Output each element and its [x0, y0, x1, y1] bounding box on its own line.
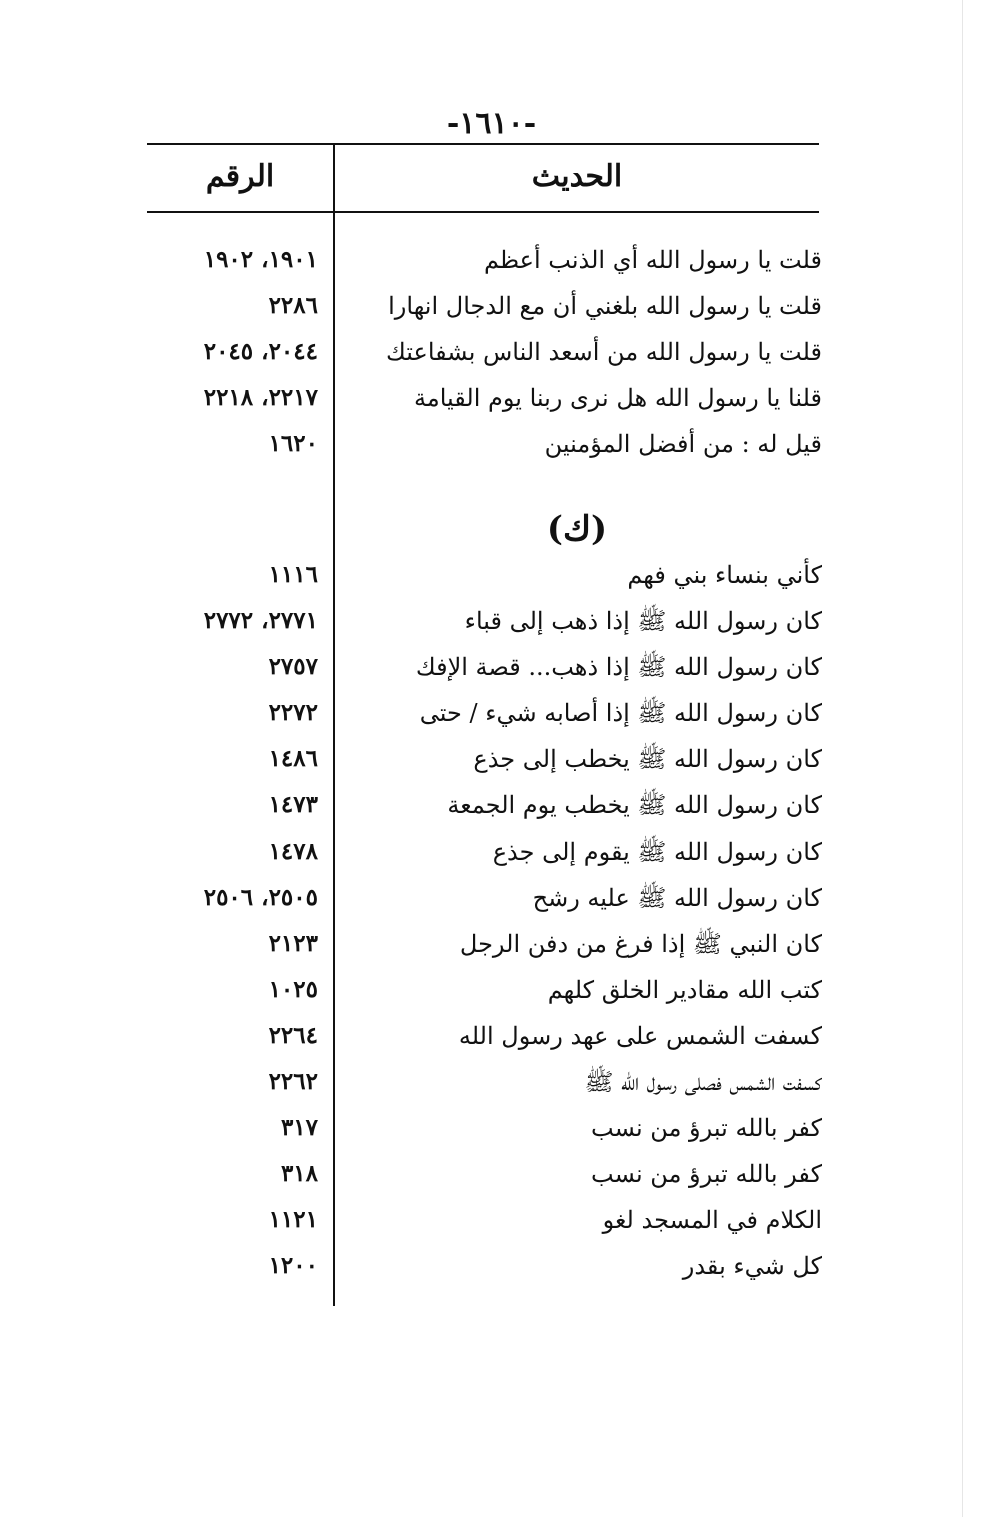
list-item: [150, 1106, 822, 1152]
hadith-number: ٢٢٧٢: [268, 699, 318, 727]
hadith-text: كفر بالله تبرؤ من نسب: [591, 1160, 822, 1189]
list-item: [150, 553, 822, 599]
entries-before-list: [150, 238, 822, 468]
hadith-number: ١١٢١: [268, 1206, 318, 1234]
hadith-text: كأني بنساء بني فهم: [627, 561, 822, 589]
hadith-text: كل شيء بقدر: [682, 1252, 822, 1281]
hadith-number: ٢٢٦٢: [268, 1068, 318, 1096]
list-item: [150, 830, 822, 876]
hadith-text: كتب الله مقادير الخلق كلهم: [547, 975, 822, 1004]
hadith-number: ٢٠٤٤، ٢٠٤٥: [203, 338, 318, 365]
list-item: [150, 1198, 822, 1244]
hadith-text: كان رسول الله ﷺ عليه رشح: [532, 883, 822, 912]
hadith-text: كان النبي ﷺ إذا فرغ من دفن الرجل: [459, 929, 822, 958]
hadith-text: كفر بالله تبرؤ من نسب: [591, 1114, 822, 1143]
list-item: [150, 737, 822, 783]
list-item: [150, 691, 822, 737]
list-item: [150, 1244, 822, 1290]
list-item: [150, 238, 822, 284]
hadith-number: ١٦٢٠: [268, 430, 318, 457]
top-rule: [147, 143, 819, 145]
header-rule: [147, 211, 819, 213]
list-item: [150, 1014, 822, 1060]
hadith-text: كان رسول الله ﷺ إذا أصابه شيء / حتى: [419, 699, 822, 728]
hadith-number: ١٤٧٣: [268, 791, 318, 819]
hadith-text: قلت يا رسول الله من أسعد الناس بشفاعتك: [386, 338, 822, 366]
hadith-text: كان رسول الله ﷺ يخطب إلى جذع: [473, 745, 822, 774]
hadith-number: ٢٢٨٦: [268, 292, 318, 319]
list-item: [150, 422, 822, 468]
scan-edge-line: [962, 0, 963, 1517]
hadith-number: ٢٧٧١، ٢٧٧٢: [203, 607, 318, 635]
hadith-text: كسفت الشمس فصلى رسول الله ﷺ: [584, 1068, 822, 1097]
hadith-text: قيل له : من أفضل المؤمنين: [544, 430, 822, 458]
hadith-number: ١١١٦: [268, 561, 318, 588]
hadith-text: قلت يا رسول الله بلغني أن مع الدجال انهارا: [388, 292, 822, 320]
page-number: -١٦١٠-: [446, 106, 537, 141]
list-item: [150, 284, 822, 330]
entries-kaf-list: [150, 553, 822, 1291]
hadith-number: ٢٧٥٧: [268, 653, 318, 681]
list-item: [150, 783, 822, 829]
list-item: [150, 876, 822, 922]
hadith-text: كان رسول الله ﷺ إذا ذهب... قصة الإفك: [415, 653, 822, 682]
hadith-number: ٢٢٦٤: [268, 1021, 318, 1049]
hadith-number: ٣١٨: [280, 1160, 318, 1188]
column-header-hadith: الحديث: [531, 159, 623, 194]
hadith-number: ١٤٨٦: [268, 745, 318, 773]
hadith-text: كان رسول الله ﷺ إذا ذهب إلى قباء: [464, 607, 822, 636]
list-item: [150, 330, 822, 376]
hadith-number: ١٤٧٨: [268, 837, 318, 865]
hadith-number: ٢٢١٧، ٢٢١٨: [203, 384, 318, 411]
section-heading-kaf: (ك): [546, 509, 608, 549]
hadith-text: كان رسول الله ﷺ يقوم إلى جذع: [492, 837, 822, 866]
list-item: [150, 599, 822, 645]
hadith-number: ١٠٢٥: [268, 975, 318, 1003]
list-item: [150, 645, 822, 691]
list-item: [150, 376, 822, 422]
hadith-number: ٢١٢٣: [268, 929, 318, 957]
list-item: [150, 1152, 822, 1198]
hadith-number: ١٩٠١، ١٩٠٢: [203, 246, 318, 273]
hadith-text: كان رسول الله ﷺ يخطب يوم الجمعة: [447, 791, 822, 820]
hadith-text: الكلام في المسجد لغو: [602, 1206, 822, 1235]
hadith-text: قلنا يا رسول الله هل نرى ربنا يوم القيامة: [413, 384, 822, 412]
column-header-number: الرقم: [205, 159, 275, 194]
list-item: [150, 968, 822, 1014]
list-item: [150, 922, 822, 968]
hadith-number: ٢٥٠٥، ٢٥٠٦: [203, 883, 318, 911]
list-item: [150, 1060, 822, 1106]
hadith-number: ٣١٧: [280, 1114, 318, 1142]
hadith-number: ١٢٠٠: [268, 1252, 318, 1280]
hadith-text: كسفت الشمس على عهد رسول الله: [458, 1021, 822, 1050]
hadith-text: قلت يا رسول الله أي الذنب أعظم: [483, 246, 822, 274]
